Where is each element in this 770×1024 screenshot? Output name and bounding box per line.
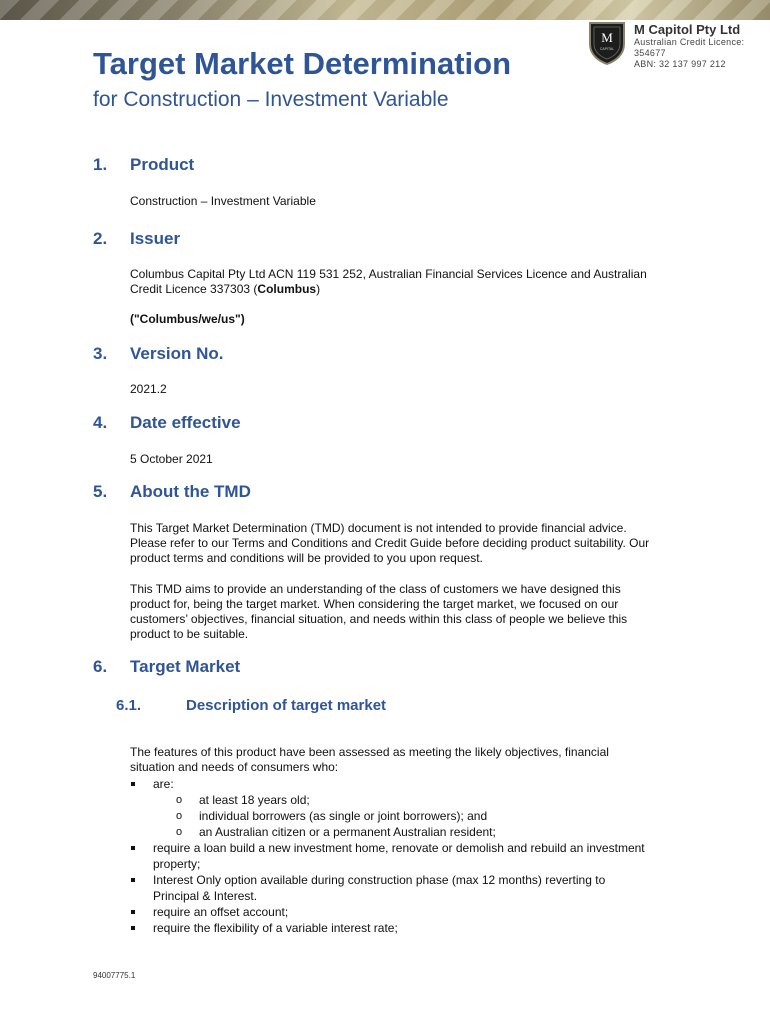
about-paragraph-1: This Target Market Determination (TMD) document is not intended to provide financial advice. Please refer to our Terms and Conditions and Credit Guide before deciding product suitability. Our product terms and conditions will be provided to you upon request. [130,521,650,565]
shield-logo-icon [587,20,627,66]
issuer-text-close: ) [316,282,321,296]
about-paragraph-2: This TMD aims to provide an understanding of the class of customers we have designed this product for, being the target market. When considering the target market, we focused on our customers’ objectives, financial situation, and needs within this class of people we believe this product to be suitable. [130,582,628,641]
list-item: require a loan build a new investment home, renovate or demolish and rebuild an investment property; [130,840,650,872]
list-item: Interest Only option available during construction phase (max 12 months) reverting to Principal & Interest. [130,872,650,904]
document-title: Target Market Determination [93,46,512,81]
section-heading-about [93,482,251,502]
document-subtitle: for Construction – Investment Variable [93,88,449,111]
section-heading-product [93,155,194,175]
list-item: require the flexibility of a variable interest rate; [130,920,650,936]
section-number: 1. [93,155,108,174]
section-title: Issuer [130,229,181,248]
footer-doc-id: 94007775.1 [93,971,136,980]
section-number: 5. [93,482,108,501]
sub-list-item: o at least 18 years old; [153,792,650,808]
company-name: M Capitol Pty Ltd [634,22,741,37]
decorative-top-band [0,0,770,20]
section-heading-version [93,344,224,364]
sub-list [153,792,650,840]
section-title: Date effective [130,413,241,432]
logo-caption: CAPITAL [599,47,615,51]
section-heading-issuer [93,229,180,249]
issuer-alias: ("Columbus/we/us") [130,312,245,326]
subsection-title: Description of target market [186,697,387,714]
credit-licence: Australian Credit Licence: 354677 [634,37,745,58]
section-title: Target Market [130,657,241,676]
section-title: Product [130,155,195,174]
section-number: 2. [93,229,108,248]
issuer-text [130,267,650,297]
company-block [634,22,770,70]
date-text: 5 October 2021 [130,452,213,466]
sub-list-item: o individual borrowers (as single or joint borrowers); and [153,808,650,824]
subsection-heading-description [116,697,386,714]
section-title: About the TMD [130,482,251,501]
product-text: Construction – Investment Variable [130,194,316,208]
version-text: 2021.2 [130,382,167,396]
list-item [130,776,650,840]
company-abn: ABN: 32 137 997 212 [634,59,726,69]
section-number: 6. [93,657,108,676]
section-number: 4. [93,413,108,432]
issuer-text-main: Columbus Capital Pty Ltd ACN 119 531 252, Australian Financial Services Licence and Australian Credit Licence 337303 ( [130,267,647,296]
target-market-intro: The features of this product have been assessed as meeting the likely objectives, financial situation and needs of consumers who: [130,745,609,774]
section-heading-date [93,413,241,433]
sub-list-item: o an Australian citizen or a permanent Australian resident; [153,824,650,840]
section-title: Version No. [130,344,224,363]
issuer-short-name: Columbus [257,282,317,296]
company-logo [587,20,627,71]
list-item-text: are: [153,777,174,791]
section-heading-target-market [93,657,240,677]
section-number: 3. [93,344,108,363]
list-item: require an offset account; [130,904,650,920]
target-market-list [130,776,650,936]
subsection-number: 6.1. [116,697,142,714]
logo-letter: M [601,30,613,45]
